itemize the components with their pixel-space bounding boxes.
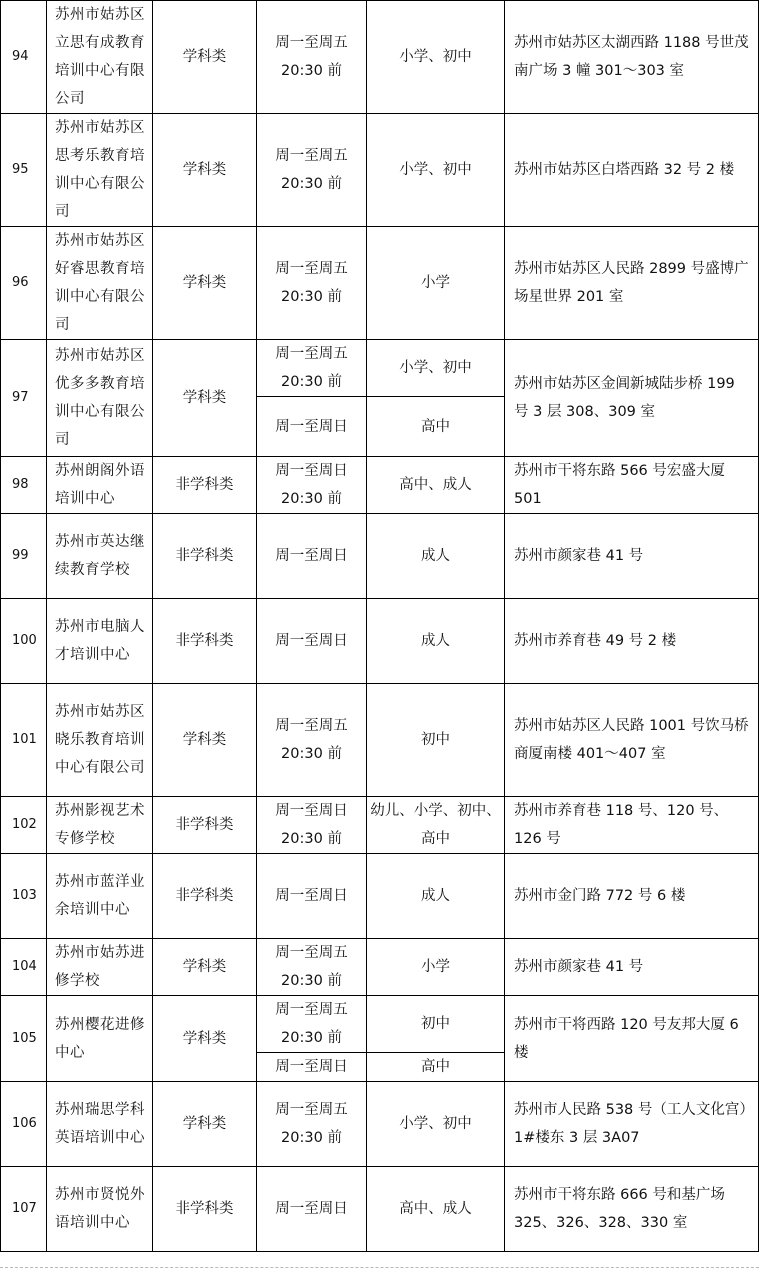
category-cell: 学科类 [153, 340, 257, 457]
row-number-cell: 96 [1, 227, 47, 340]
grade-level-cell: 小学 [367, 939, 505, 996]
grade-level-cell: 小学、初中 [367, 340, 505, 397]
table-row [1, 457, 759, 514]
category-cell: 非学科类 [153, 797, 257, 854]
table-row [1, 1167, 759, 1252]
table-row [1, 797, 759, 854]
address-cell: 苏州市颜家巷 41 号 [505, 514, 759, 599]
category-cell: 非学科类 [153, 599, 257, 684]
address-cell: 苏州市颜家巷 41 号 [505, 939, 759, 996]
schedule-cell: 周一至周五 20:30 前 [257, 684, 367, 797]
address-cell: 苏州市姑苏区人民路 1001 号饮马桥商厦南楼 401～407 室 [505, 684, 759, 797]
grade-level-cell: 初中 [367, 996, 505, 1053]
table-row [1, 227, 759, 340]
institution-name-cell: 苏州市电脑人才培训中心 [47, 599, 153, 684]
institution-name-cell: 苏州市姑苏进修学校 [47, 939, 153, 996]
schedule-cell: 周一至周日 20:30 前 [257, 457, 367, 514]
address-cell: 苏州市养育巷 49 号 2 楼 [505, 599, 759, 684]
schedule-cell: 周一至周五 20:30 前 [257, 227, 367, 340]
grade-level-cell: 小学、初中 [367, 1082, 505, 1167]
category-cell: 学科类 [153, 684, 257, 797]
institution-name-cell: 苏州朗阁外语培训中心 [47, 457, 153, 514]
institution-name-cell: 苏州瑞思学科英语培训中心 [47, 1082, 153, 1167]
category-cell: 非学科类 [153, 514, 257, 599]
grade-level-cell: 初中 [367, 684, 505, 797]
row-number-cell: 103 [1, 854, 47, 939]
row-number-cell: 99 [1, 514, 47, 599]
address-cell: 苏州市养育巷 118 号、120 号、126 号 [505, 797, 759, 854]
schedule-cell: 周一至周日 [257, 1053, 367, 1082]
row-number-cell: 100 [1, 599, 47, 684]
row-number-cell: 107 [1, 1167, 47, 1252]
grade-level-cell: 高中 [367, 1053, 505, 1082]
grade-level-cell: 高中 [367, 397, 505, 457]
row-number-cell: 101 [1, 684, 47, 797]
category-cell: 非学科类 [153, 854, 257, 939]
institution-name-cell: 苏州市姑苏区优多多教育培训中心有限公司 [47, 340, 153, 457]
schedule-cell: 周一至周日 [257, 854, 367, 939]
grade-level-cell: 成人 [367, 514, 505, 599]
institution-name-cell: 苏州影视艺术专修学校 [47, 797, 153, 854]
table-row [1, 1082, 759, 1167]
institution-name-cell: 苏州市蓝洋业余培训中心 [47, 854, 153, 939]
schedule-cell: 周一至周五 20:30 前 [257, 939, 367, 996]
address-cell: 苏州市干将西路 120 号友邦大厦 6 楼 [505, 996, 759, 1082]
institution-name-cell: 苏州市姑苏区好睿思教育培训中心有限公司 [47, 227, 153, 340]
table-row [1, 684, 759, 797]
schedule-cell: 周一至周日 [257, 1167, 367, 1252]
row-number-cell: 94 [1, 1, 47, 114]
table-row [1, 1, 759, 114]
row-number-cell: 95 [1, 114, 47, 227]
schedule-cell: 周一至周日 20:30 前 [257, 797, 367, 854]
category-cell: 学科类 [153, 939, 257, 996]
grade-level-cell: 高中、成人 [367, 457, 505, 514]
schedule-cell: 周一至周日 [257, 397, 367, 457]
table-row [1, 996, 759, 1053]
row-number-cell: 98 [1, 457, 47, 514]
schedule-cell: 周一至周五 20:30 前 [257, 1082, 367, 1167]
page-divider [0, 1267, 759, 1268]
address-cell: 苏州市金门路 772 号 6 楼 [505, 854, 759, 939]
address-cell: 苏州市姑苏区人民路 2899 号盛博广场星世界 201 室 [505, 227, 759, 340]
grade-level-cell: 成人 [367, 854, 505, 939]
row-number-cell: 106 [1, 1082, 47, 1167]
row-number-cell: 104 [1, 939, 47, 996]
schedule-cell: 周一至周五 20:30 前 [257, 1, 367, 114]
table-row [1, 514, 759, 599]
category-cell: 学科类 [153, 1082, 257, 1167]
table-row [1, 599, 759, 684]
grade-level-cell: 小学、初中 [367, 1, 505, 114]
schedule-cell: 周一至周日 [257, 599, 367, 684]
schedule-cell: 周一至周五 20:30 前 [257, 340, 367, 397]
category-cell: 学科类 [153, 114, 257, 227]
institution-name-cell: 苏州市姑苏区晓乐教育培训中心有限公司 [47, 684, 153, 797]
category-cell: 非学科类 [153, 1167, 257, 1252]
grade-level-cell: 高中、成人 [367, 1167, 505, 1252]
table-row [1, 939, 759, 996]
table-row [1, 114, 759, 227]
institution-name-cell: 苏州市贤悦外语培训中心 [47, 1167, 153, 1252]
table-row [1, 854, 759, 939]
address-cell: 苏州市干将东路 566 号宏盛大厦 501 [505, 457, 759, 514]
address-cell: 苏州市姑苏区白塔西路 32 号 2 楼 [505, 114, 759, 227]
grade-level-cell: 幼儿、小学、初中、高中 [367, 797, 505, 854]
row-number-cell: 97 [1, 340, 47, 457]
institution-name-cell: 苏州市英达继续教育学校 [47, 514, 153, 599]
address-cell: 苏州市姑苏区金阊新城陆步桥 199 号 3 层 308、309 室 [505, 340, 759, 457]
schedule-cell: 周一至周日 [257, 514, 367, 599]
grade-level-cell: 小学 [367, 227, 505, 340]
row-number-cell: 102 [1, 797, 47, 854]
table-row [1, 340, 759, 397]
category-cell: 非学科类 [153, 457, 257, 514]
institution-name-cell: 苏州樱花进修中心 [47, 996, 153, 1082]
schedule-cell: 周一至周五 20:30 前 [257, 114, 367, 227]
address-cell: 苏州市人民路 538 号（工人文化宫）1#楼东 3 层 3A07 [505, 1082, 759, 1167]
grade-level-cell: 成人 [367, 599, 505, 684]
address-cell: 苏州市姑苏区太湖西路 1188 号世茂南广场 3 幢 301～303 室 [505, 1, 759, 114]
category-cell: 学科类 [153, 1, 257, 114]
row-number-cell: 105 [1, 996, 47, 1082]
address-cell: 苏州市干将东路 666 号和基广场 325、326、328、330 室 [505, 1167, 759, 1252]
category-cell: 学科类 [153, 227, 257, 340]
category-cell: 学科类 [153, 996, 257, 1082]
institution-name-cell: 苏州市姑苏区立思有成教育培训中心有限公司 [47, 1, 153, 114]
grade-level-cell: 小学、初中 [367, 114, 505, 227]
table-body [1, 1, 759, 1252]
schedule-cell: 周一至周五 20:30 前 [257, 996, 367, 1053]
institution-name-cell: 苏州市姑苏区思考乐教育培训中心有限公司 [47, 114, 153, 227]
